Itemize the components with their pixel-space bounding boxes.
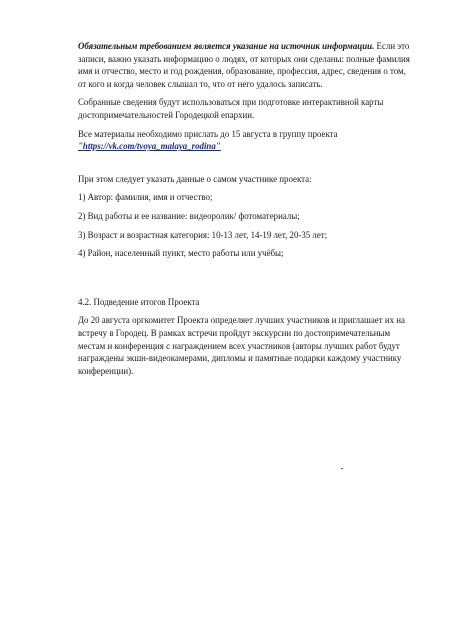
list-item: 2) Вид работы и ее название: видеоролик/ фотоматериалы; — [78, 210, 300, 221]
section-4-2-text: До 20 августа оргкомитет Проекта определяет лучших участников и приглашает их на встречу в Городец. В рамках встречи пройдут экскурсии по достопримечательным местам и конференция с награждением всех участников (авторы лучших работ будут награждены экшн-видеокамерами, дипломы и памятные подарки каждому участнику конференции). — [78, 315, 405, 376]
participant-intro: При этом следует указать данные о самом участнике проекта: — [78, 173, 312, 184]
send-materials-text: Все материалы необходимо прислать до 15 августа в группу проекта — [78, 128, 338, 139]
source-requirement-bold-line1: Обязательным требованием является указание на источник — [78, 41, 320, 51]
source-requirement-text: Если это записи, важно указать информацию о людях, от которых они сделаны: полные фамилия имя и отчество, место и год рождения, образование, профессия, адрес, сведения о том, от кого и когда человек слышал то, что от него удалось записать. — [78, 41, 410, 89]
section-4-2-heading: 4.2. Подведение итогов Проекта — [78, 296, 200, 307]
source-requirement-bold-line2: информации. — [322, 41, 375, 51]
list-item: 3) Возраст и возрастная категория: 10-13 лет, 14-19 лет, 20-35 лет; — [78, 229, 328, 240]
vk-group-link[interactable]: "https://vk.com/tvoya_malaya_rodina" — [78, 141, 221, 152]
stray-mark — [341, 468, 343, 469]
list-item: 1) Автор: фамилия, имя и отчество; — [78, 192, 213, 203]
spacer — [78, 159, 412, 173]
source-requirement-paragraph — [78, 40, 412, 90]
participant-data-list — [78, 191, 412, 259]
document-page — [78, 40, 412, 383]
list-item: 4) Район, населенный пункт, место работы или учёбы; — [78, 248, 284, 259]
usage-paragraph: Собранные сведения будут использоваться при подготовке интерактивной карты достопримечательностей Городецкой епархии. — [78, 97, 384, 120]
spacer — [78, 266, 412, 296]
send-materials-paragraph — [78, 128, 412, 153]
